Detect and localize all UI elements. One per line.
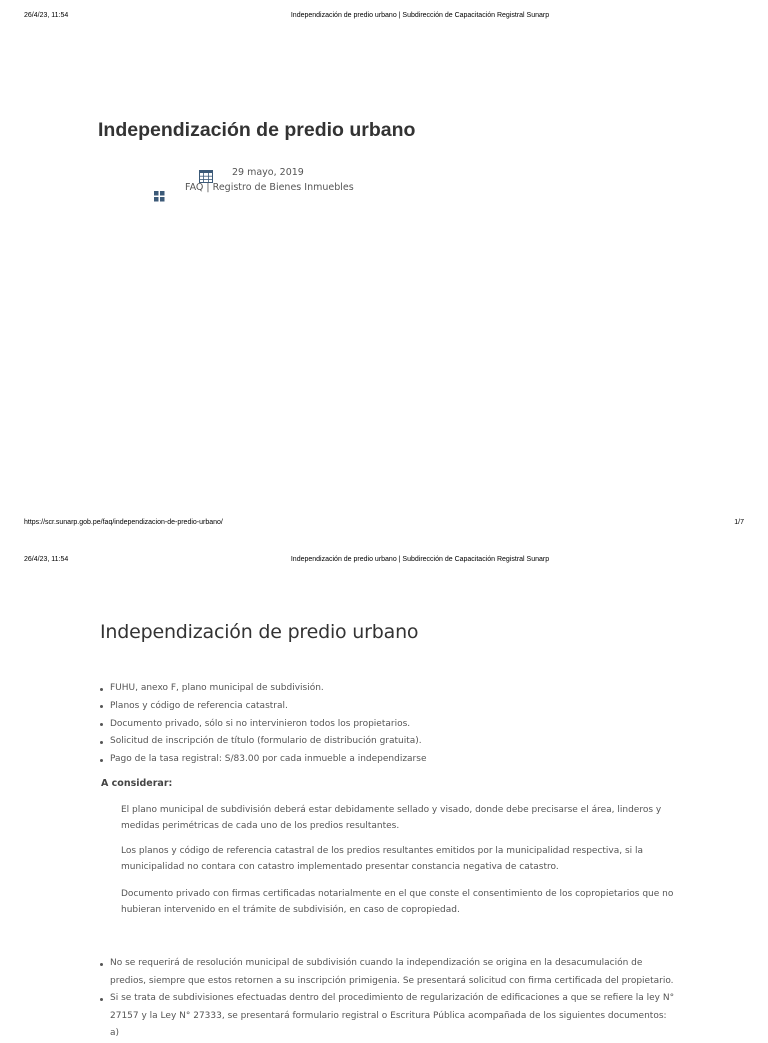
consideration-paragraph: Los planos y código de referencia catastral de los predios resultantes emitidos por la municipalidad respectiva, si la municipalidad no contara con catastro implementado presentar constancia negativa de catastro. <box>121 846 644 872</box>
list-item: Solicitud de inscripción de título (formulario de distribución gratuita). <box>98 733 427 751</box>
print-title-2: Independización de predio urbano | Subdirección de Capacitación Registral Sunarp <box>290 556 550 563</box>
list-item: Planos y código de referencia catastral. <box>98 698 427 716</box>
consider-heading: A considerar: <box>101 778 173 789</box>
print-date-2: 26/4/23, 11:54 <box>24 556 69 563</box>
consideration-paragraph: Documento privado con firmas certificadas notarialmente en el que conste el consentimiento de los copropietarios que no hubieran intervenido en el trámite de subdivisión, en caso de copropiedad. <box>121 889 674 915</box>
consideration-paragraph: El plano municipal de subdivisión deberá estar debidamente sellado y visado, donde debe precisarse el área, linderos y medidas perimétricas de cada uno de los predios resultantes. <box>121 805 662 831</box>
print-header <box>0 12 768 24</box>
content-title: Independización de predio urbano <box>100 621 419 643</box>
list-item: Si se trata de subdivisiones efectuadas dentro del procedimiento de regularización de edificaciones a que se refiere la ley N° 27157 y la Ley N° 27333, se presentará formulario registral o Escritura Pública acompañada de los siguientes documentos: a) <box>98 990 678 1043</box>
list-item: FUHU, anexo F, plano municipal de subdivisión. <box>98 680 427 698</box>
category-grid-icon <box>154 187 165 206</box>
post-categories-link[interactable]: FAQ | Registro de Bienes Inmuebles <box>185 182 354 193</box>
list-item: Documento privado, sólo si no intervinieron todos los propietarios. <box>98 716 427 734</box>
print-header-2 <box>0 556 768 568</box>
print-footer <box>0 519 768 531</box>
print-page-number: 1/7 <box>734 519 744 526</box>
post-date-text: 29 mayo, 2019 <box>232 167 304 178</box>
requirements-list <box>98 680 427 769</box>
post-title: Independización de predio urbano <box>98 119 416 141</box>
print-date: 26/4/23, 11:54 <box>24 12 69 19</box>
print-url: https://scr.sunarp.gob.pe/faq/independizacion-de-predio-urbano/ <box>24 519 223 526</box>
list-item: No se requerirá de resolución municipal de subdivisión cuando la independización se origina en la desacumulación de predios, siempre que estos retornen a su inscripción primigenia. Se presentará solicitud con firma certificada del propietario. <box>98 955 678 990</box>
list-item: Pago de la tasa registral: S/83.00 por cada inmueble a independizarse <box>98 751 427 769</box>
notes-list <box>98 955 678 1043</box>
print-title: Independización de predio urbano | Subdirección de Capacitación Registral Sunarp <box>290 12 550 19</box>
